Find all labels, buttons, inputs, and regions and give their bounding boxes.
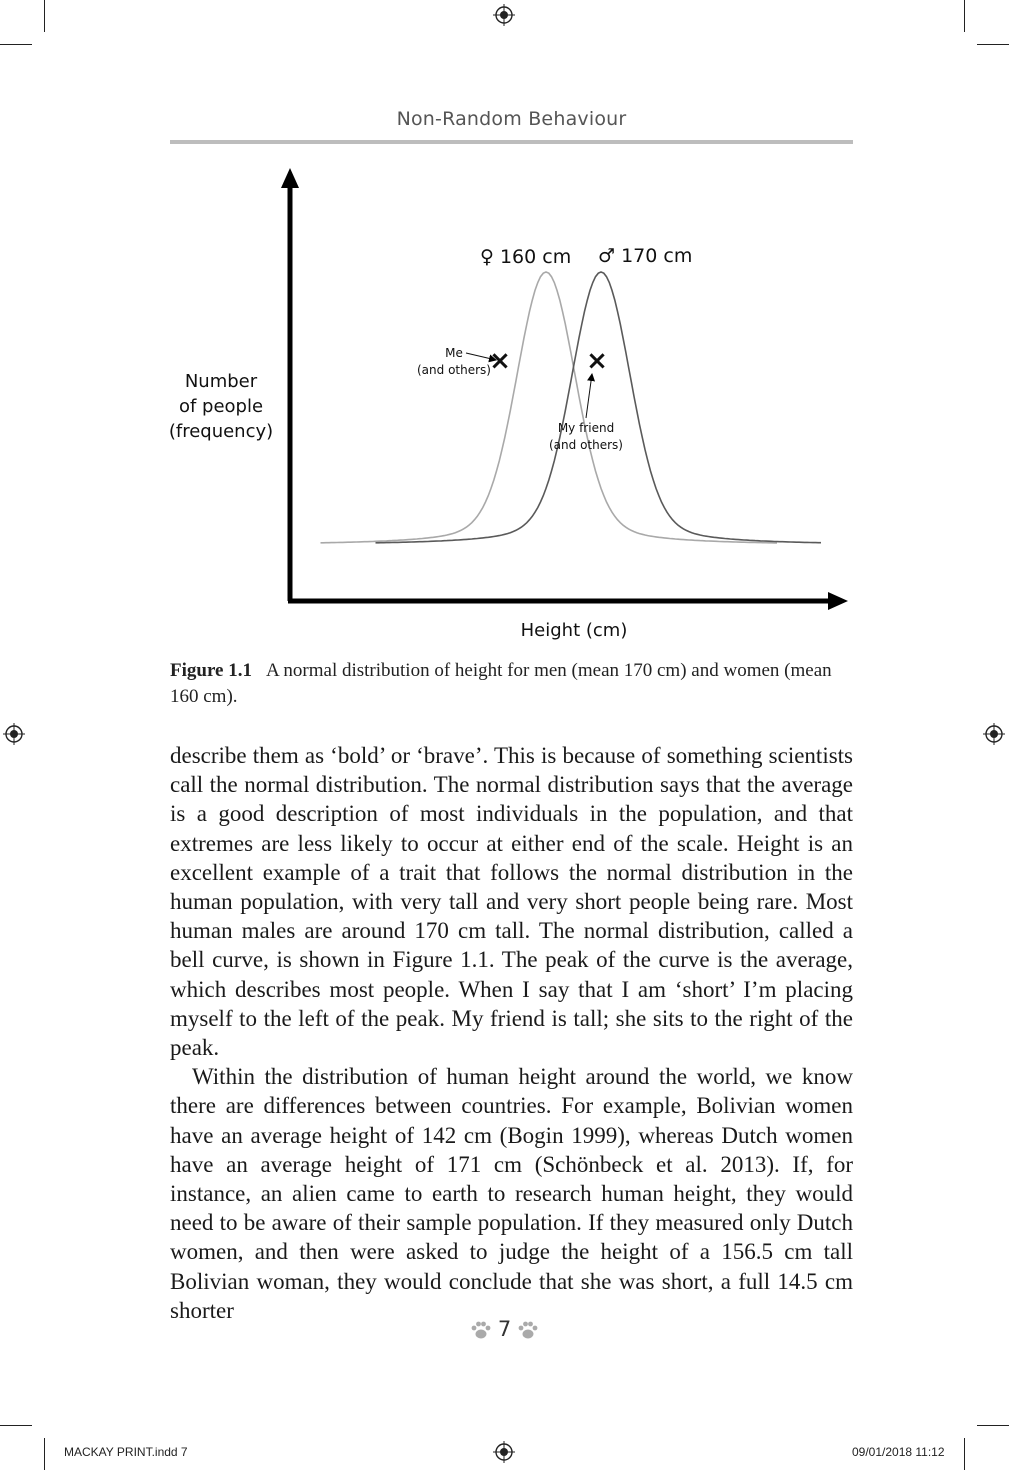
y-axis-label-line1: Number (184, 371, 258, 392)
registration-mark-icon (493, 4, 515, 26)
slug-datetime: 09/01/2018 11:12 (852, 1445, 945, 1459)
crop-mark (0, 1425, 32, 1426)
x-axis-label: Height (cm) (520, 620, 628, 641)
crop-mark (44, 0, 45, 32)
annotation-me-line2: (and others) (417, 363, 491, 377)
registration-mark-icon (3, 723, 25, 745)
series-line-female (321, 272, 778, 543)
annotation-friend-line1: My friend (557, 421, 615, 435)
friend-marker: × (586, 346, 608, 376)
annotation-friend-arrow (586, 374, 592, 418)
annotation-friend-line2: (and others) (549, 438, 623, 452)
paragraph: describe them as ‘bold’ or ‘brave’. This is because of something scientists call the normal distribution. The normal distribution says that the average is a good description of most individuals in the population, and that extremes are less likely to occur at either end of the scale. Height is an excellent example of a trait that follows the normal distribution in the human population, with very tall and very short people being rare. Most human males are around 170 cm tall. The normal distribution, called a bell curve, is shown in Figure 1.1. The peak of the curve is the average, which describes most people. When I say that I am ‘short’ I’m placing myself to the left of the peak. My friend is tall; she sits to the right of the peak. (170, 743, 853, 1061)
x-axis-arrow-icon (828, 592, 848, 610)
crop-mark (44, 1438, 45, 1470)
registration-mark-icon (983, 723, 1005, 745)
crop-mark (977, 1425, 1009, 1426)
annotation-me-line1: Me (445, 346, 463, 360)
crop-mark (964, 1438, 965, 1470)
crop-mark (977, 44, 1009, 45)
header-rule (170, 140, 853, 144)
crop-mark (964, 0, 965, 32)
legend-male-label: ♂ 170 cm (598, 245, 693, 267)
figure-caption-text: A normal distribution of height for men (mean 170 cm) and women (mean 160 cm). (170, 660, 832, 707)
legend-female-label: ♀ 160 cm (480, 246, 572, 268)
y-axis-label-line3: (frequency) (168, 421, 274, 442)
figure-caption (170, 658, 853, 710)
page-number: 7 (497, 1317, 512, 1341)
paw-print-icon (517, 1320, 539, 1340)
running-head: Non-Random Behaviour (396, 108, 627, 130)
page-number-block (0, 1317, 1009, 1341)
series-line-male (376, 272, 822, 543)
y-axis-arrow-icon (281, 168, 299, 188)
body-text (170, 741, 853, 1325)
paragraph: Within the distribution of human height around the world, we know there are differences between countries. For example, Bolivian women have an average height of 142 cm (Bogin 1999), whereas Dutch women have an average height of 171 cm (Schönbeck et al. 2013). If, for instance, an alien came to earth to research human height, they would need to be aware of their sample population. If they measured only Dutch women, and then were asked to judge the height of a 156.5 cm tall Bolivian woman, they would conclude that she was short, a full 14.5 cm shorter (170, 1064, 853, 1323)
me-marker: × (489, 346, 511, 376)
crop-mark (0, 44, 32, 45)
paw-print-icon (470, 1320, 492, 1340)
registration-mark-icon (493, 1441, 515, 1463)
height-distribution-chart (160, 160, 860, 650)
y-axis-label-line2: of people (178, 396, 264, 417)
slug-file: MACKAY PRINT.indd 7 (64, 1445, 188, 1459)
figure-caption-label: Figure 1.1 (170, 660, 252, 681)
